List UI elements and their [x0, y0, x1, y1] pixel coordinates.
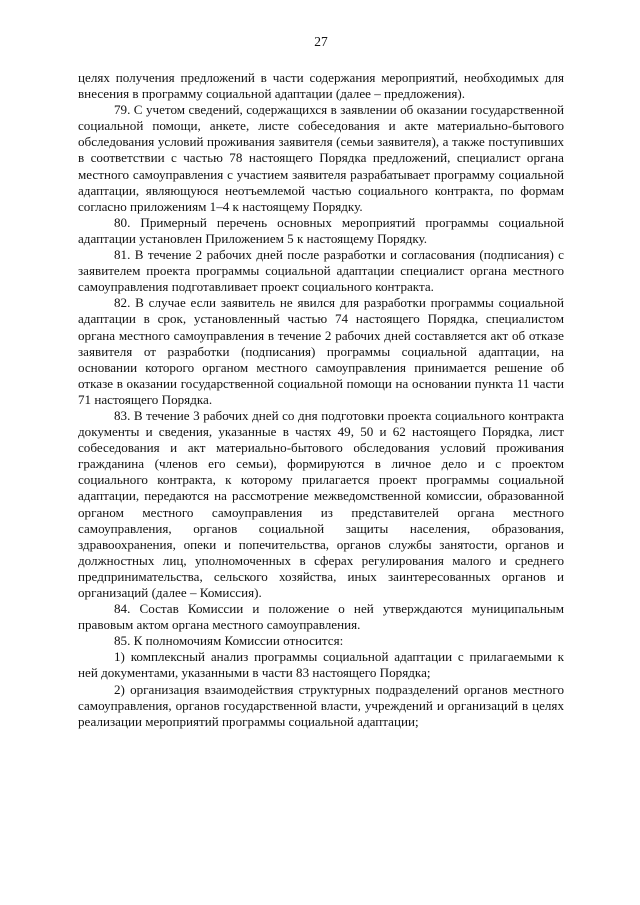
- page-number: 27: [314, 34, 328, 49]
- list-item-2: 2) организация взаимодействия структурных подразделений органов местного самоуправления, органов государственной власти, учреждений и организаций в целях реализации мероприятий программы социальной адаптации;: [78, 681, 564, 729]
- paragraph-84: 84. Состав Комиссии и положение о ней утверждаются муниципальным правовым актом органа местного самоуправления.: [78, 601, 564, 633]
- list-item-1: 1) комплексный анализ программы социальной адаптации с прилагаемыми к ней документами, указанными в части 83 настоящего Порядка;: [78, 649, 564, 681]
- paragraph-continuation: целях получения предложений в части содержания мероприятий, необходимых для внесения в программу социальной адаптации (далее – предложения).: [78, 70, 564, 102]
- paragraph-79: 79. С учетом сведений, содержащихся в заявлении об оказании государственной социальной помощи, анкете, листе собеседования и акте материально-бытового обследования условий проживания заявителя (семьи заявителя), а также поступивших в соответствии с частью 78 настоящего Порядка предложений, специалист органа местного самоуправления с участием заявителя разрабатывает программу социальной адаптации, являющуюся неотъемлемой частью социального контракта, по формам согласно приложениям 1–4 к настоящему Порядку.: [78, 102, 564, 214]
- paragraph-82: 82. В случае если заявитель не явился для разработки программы социальной адаптации в срок, установленный частью 74 настоящего Порядка, специалистом органа местного самоуправления в течение 2 рабочих дней составляется акт об отказе заявителя от разработки (подписания) программы социальной адаптации, на основании которого органом местного самоуправления принимается решение об отказе в оказании государственной социальной помощи на основании пункта 11 части 71 настоящего Порядка.: [78, 295, 564, 407]
- paragraph-85: 85. К полномочиям Комиссии относится:: [114, 633, 344, 649]
- paragraph-83: 83. В течение 3 рабочих дней со дня подготовки проекта социального контракта документы и сведения, указанные в частях 49, 50 и 62 настоящего Порядка, лист собеседования и акт материально-бытового обследования условий проживания гражданина (членов его семьи), формируются в личное дело и с проектом социального контракта, к которому прилагается проект программы социальной адаптации, передаются на рассмотрение межведомственной комиссии, образованной органом местного самоуправления из представителей органа местного самоуправления, органов социальной защиты населения, образования, здравоохранения, опеки и попечительства, органов службы занятости, органов и должностных лиц, уполномоченных в сферах регулирования малого и среднего предпринимательства, сельского хозяйства, иных заинтересованных органов и организаций (далее – Комиссия).: [78, 407, 564, 600]
- paragraph-80: 80. Примерный перечень основных мероприятий программы социальной адаптации установлен Приложением 5 к настоящему Порядку.: [78, 214, 564, 246]
- paragraph-81: 81. В течение 2 рабочих дней после разработки и согласования (подписания) с заявителем проекта программы социальной адаптации специалист органа местного самоуправления подготавливает проект социального контракта.: [78, 247, 564, 295]
